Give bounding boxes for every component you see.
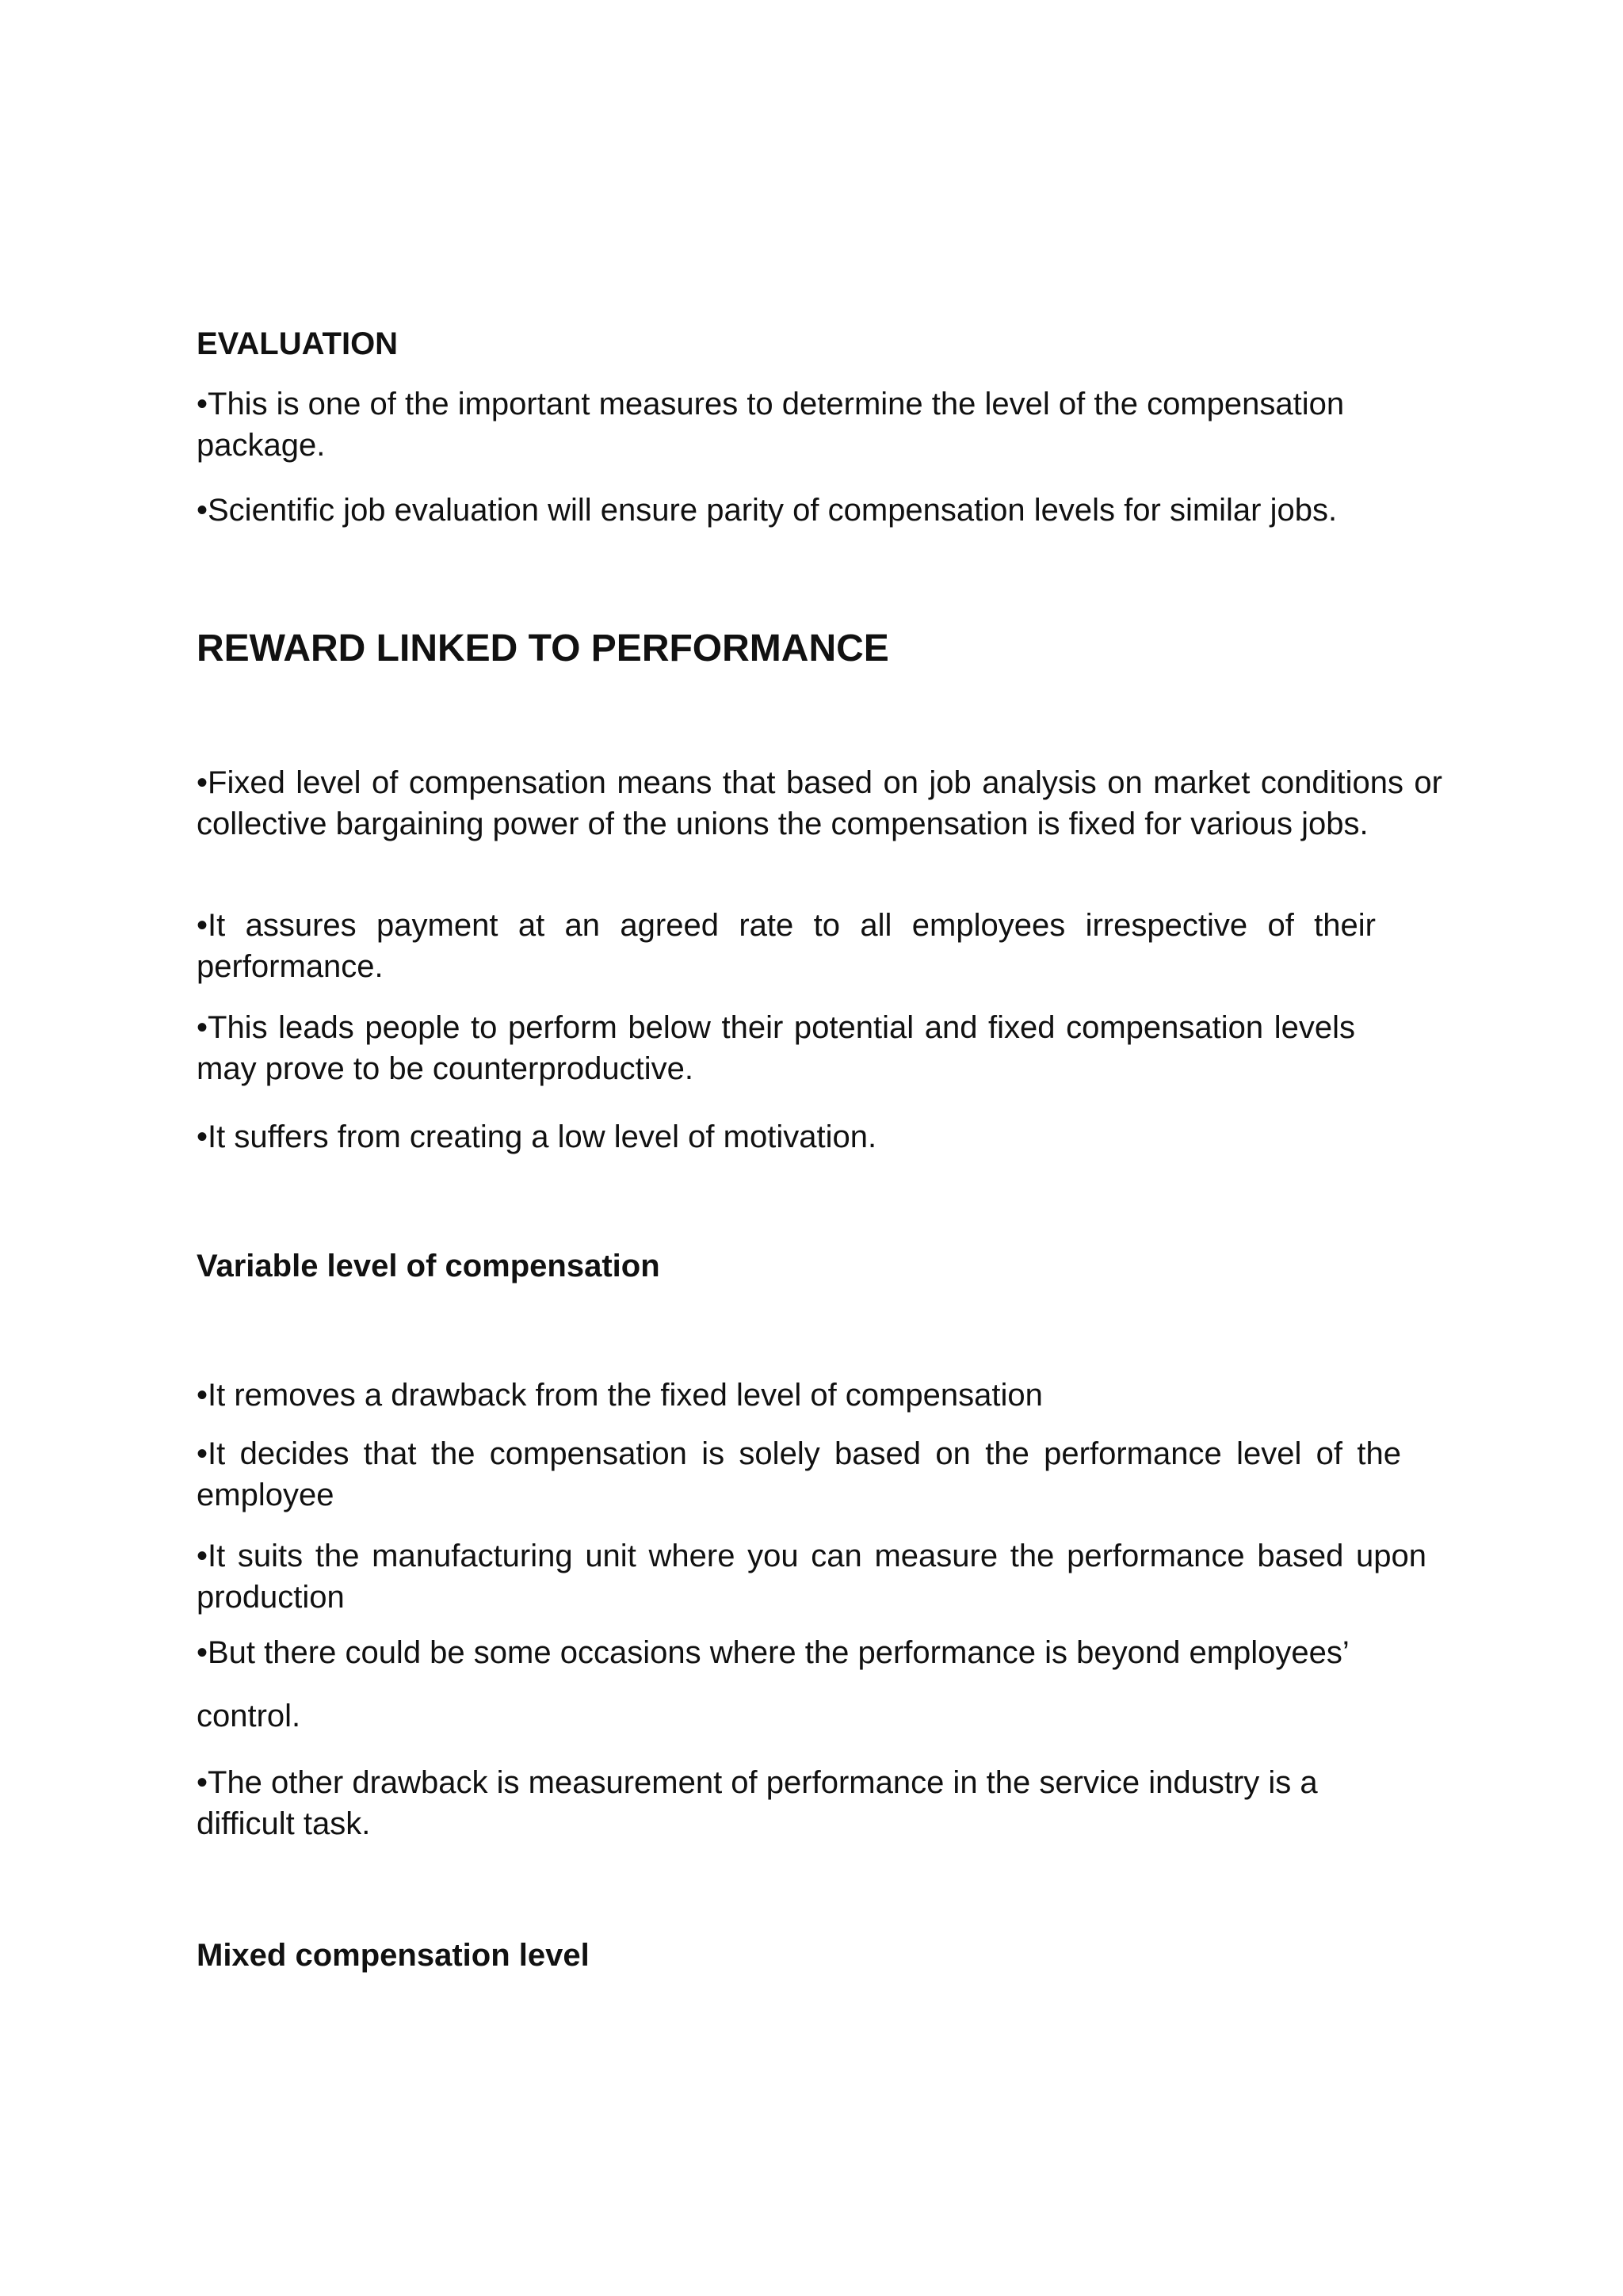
reward-bullet: •Fixed level of compensation means that based on job analysis on market conditions or collective bargaining power of the unions the compensation is fixed for various jobs. xyxy=(197,765,1442,841)
reward-heading: REWARD LINKED TO PERFORMANCE xyxy=(197,627,889,669)
variable-bullet: •But there could be some occasions where the performance is beyond employees’ xyxy=(197,1635,1350,1670)
reward-bullet: •It assures payment at an agreed rate to all employees irrespective of their performance. xyxy=(197,908,1376,984)
evaluation-bullet: •This is one of the important measures to determine the level of the compensation package. xyxy=(197,387,1345,463)
variable-bullet: •It suits the manufacturing unit where you can measure the performance based upon production xyxy=(197,1539,1426,1615)
evaluation-bullet: •Scientific job evaluation will ensure parity of compensation levels for similar jobs. xyxy=(197,493,1338,528)
variable-bullet: •The other drawback is measurement of performance in the service industry is a difficult task. xyxy=(197,1765,1318,1841)
mixed-heading: Mixed compensation level xyxy=(197,1938,590,1973)
variable-bullet: •It decides that the compensation is solely based on the performance level of the employee xyxy=(197,1436,1401,1512)
variable-heading: Variable level of compensation xyxy=(197,1249,660,1283)
variable-bullet-continuation: control. xyxy=(197,1699,301,1733)
evaluation-heading: EVALUATION xyxy=(197,326,399,361)
reward-bullet: •It suffers from creating a low level of motivation. xyxy=(197,1119,877,1154)
variable-bullet: •It removes a drawback from the fixed level of compensation xyxy=(197,1378,1043,1413)
reward-bullet: •This leads people to perform below their potential and fixed compensation levels may prove to be counterproductive. xyxy=(197,1010,1355,1086)
